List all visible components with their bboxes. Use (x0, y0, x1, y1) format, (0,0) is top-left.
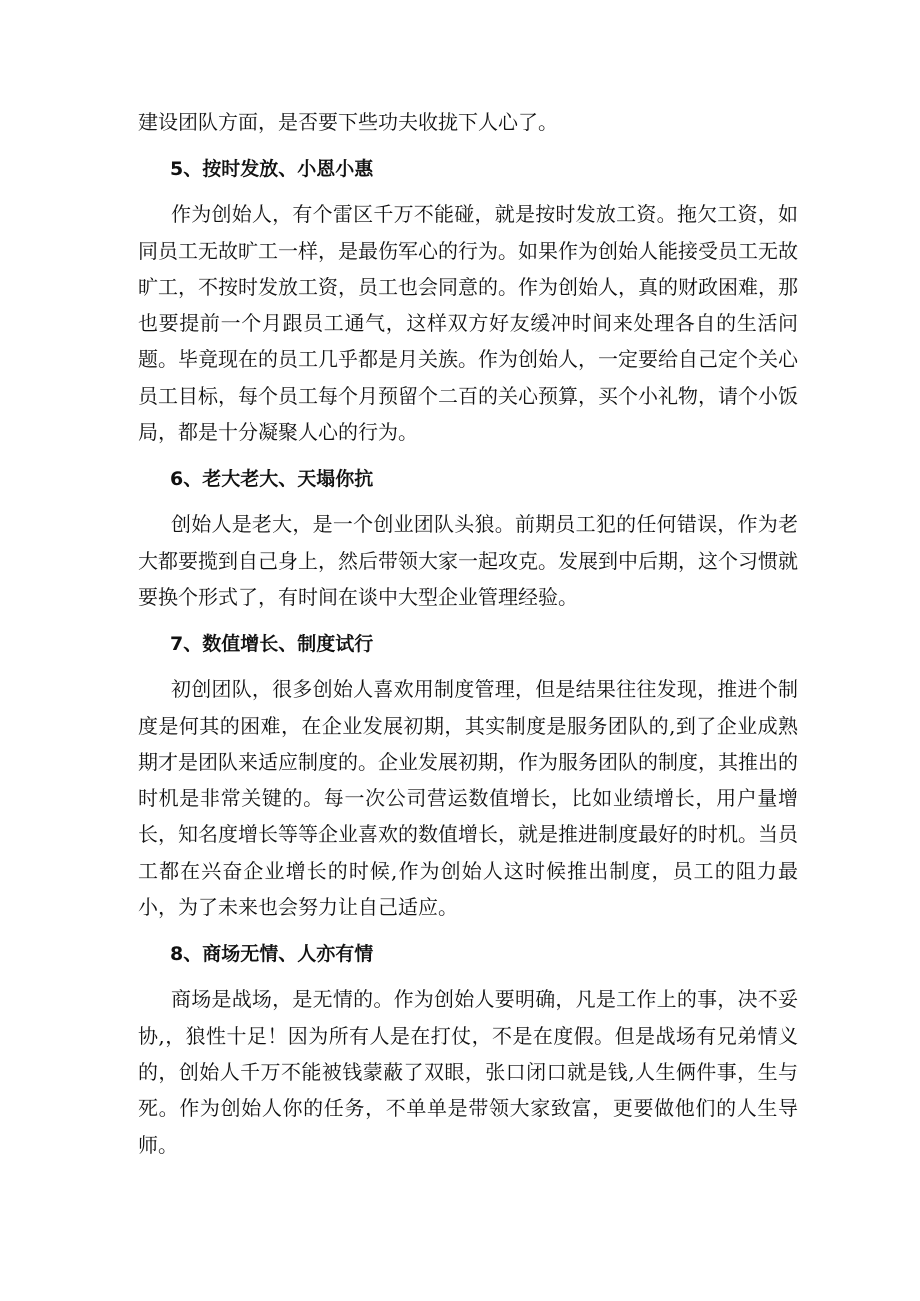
section-heading-7: 7、数值增长、制度试行 (170, 633, 374, 656)
section-body-8: 商场是战场，是无情的。作为创始人要明确，凡是工作上的事，决不妥协,，狼性十足！因为所有人是在打仗，不是在度假。但是战场有兄弟情义的，创始人千万不能被钱蒙蔽了双眼，张口闭口就是钱,人生俩件事，生与死。作为创始人你的任务，不单单是带领大家致富，更要做他们的人生导师。 (138, 987, 798, 1157)
section-body-7: 初创团队，很多创始人喜欢用制度管理，但是结果往往发现，推进个制度是何其的困难，在企业发展初期，其实制度是服务团队的,到了企业成熟期才是团队来适应制度的。企业发展初期，作为服务团队的制度，其推出的时机是非常关键的。每一次公司营运数值增长，比如业绩增长，用户量增长，知名度增长等等企业喜欢的数值增长，就是推进制度最好的时机。当员工都在兴奋企业增长的时候,作为创始人这时候推出制度，员工的阻力最小，为了未来也会努力让自己适应。 (138, 677, 798, 920)
section-heading-8: 8、商场无情、人亦有情 (170, 943, 374, 966)
document-page (138, 104, 798, 1163)
section-heading-5: 5、按时发放、小恩小惠 (170, 158, 374, 181)
section-body-5: 作为创始人，有个雷区千万不能碰，就是按时发放工资。拖欠工资，如同员工无故旷工一样，是最伤军心的行为。如果作为创始人能接受员工无故旷工，不按时发放工资，员工也会同意的。作为创始人，真的财政困难，那也要提前一个月跟员工通气，这样双方好友缓冲时间来处理各自的生活问题。毕竟现在的员工几乎都是月关族。作为创始人，一定要给自己定个关心员工目标，每个员工每个月预留个二百的关心预算，买个小礼物，请个小饭局，都是十分凝聚人心的行为。 (138, 202, 798, 445)
section-heading-6: 6、老大老大、天塌你抗 (170, 468, 374, 491)
intro-paragraph: 建设团队方面，是否要下些功夫收拢下人心了。 (138, 110, 558, 134)
section-body-6: 创始人是老大，是一个创业团队头狼。前期员工犯的任何错误，作为老大都要揽到自己身上，然后带领大家一起攻克。发展到中后期，这个习惯就要换个形式了，有时间在谈中大型企业管理经验。 (138, 512, 798, 609)
